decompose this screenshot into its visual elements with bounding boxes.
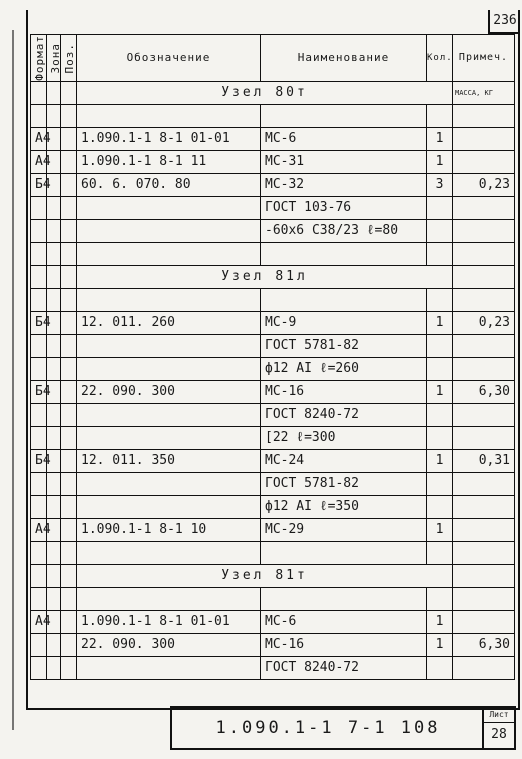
qty-cell xyxy=(427,196,453,219)
binding-margin-line xyxy=(12,30,14,730)
zone-cell xyxy=(47,656,61,679)
position-cell xyxy=(61,104,77,127)
name-cell: МС-6 xyxy=(261,127,427,150)
designation-cell: 1.090.1-1 8-1 11 xyxy=(77,150,261,173)
zone-cell xyxy=(47,357,61,380)
section-note xyxy=(453,564,515,587)
note-cell xyxy=(453,541,515,564)
position-cell xyxy=(61,357,77,380)
designation-cell xyxy=(77,196,261,219)
format-cell: Б4 xyxy=(31,311,47,334)
table-row xyxy=(31,219,515,242)
name-cell: МС-32 xyxy=(261,173,427,196)
position-cell xyxy=(61,196,77,219)
section-note: МАССА, КГ xyxy=(453,81,515,104)
header-row xyxy=(31,35,515,82)
format-cell: Б4 xyxy=(31,380,47,403)
qty-cell: 1 xyxy=(427,610,453,633)
position-cell xyxy=(61,472,77,495)
designation-cell: 22. 090. 300 xyxy=(77,633,261,656)
note-cell xyxy=(453,472,515,495)
qty-cell: 1 xyxy=(427,380,453,403)
format-cell xyxy=(31,426,47,449)
designation-cell: 1.090.1-1 8-1 01-01 xyxy=(77,610,261,633)
qty-cell xyxy=(427,541,453,564)
designation-cell xyxy=(77,495,261,518)
position-cell xyxy=(61,541,77,564)
name-cell: МС-24 xyxy=(261,449,427,472)
note-cell xyxy=(453,495,515,518)
zone-cell xyxy=(47,219,61,242)
zone-cell xyxy=(47,288,61,311)
empty-cell xyxy=(31,265,47,288)
name-cell: -60х6 С38/23 ℓ=80 xyxy=(261,219,427,242)
name-cell: ГОСТ 8240-72 xyxy=(261,403,427,426)
note-cell xyxy=(453,334,515,357)
format-cell: А4 xyxy=(31,150,47,173)
section-title: Узел 80т xyxy=(77,81,453,104)
qty-cell xyxy=(427,242,453,265)
position-cell xyxy=(61,656,77,679)
zone-cell xyxy=(47,541,61,564)
title-block xyxy=(170,706,516,750)
section-row xyxy=(31,81,515,104)
designation-cell xyxy=(77,104,261,127)
document-code: 1.090.1-1 7-1 108 xyxy=(215,718,441,738)
zone-cell xyxy=(47,334,61,357)
note-cell xyxy=(453,242,515,265)
zone-cell xyxy=(47,426,61,449)
table-row xyxy=(31,426,515,449)
position-cell xyxy=(61,449,77,472)
position-cell xyxy=(61,334,77,357)
qty-cell xyxy=(427,288,453,311)
table-row xyxy=(31,173,515,196)
qty-cell: 3 xyxy=(427,173,453,196)
table-row xyxy=(31,104,515,127)
note-cell xyxy=(453,219,515,242)
section-title: Узел 81т xyxy=(77,564,453,587)
col-name-header: Наименование xyxy=(261,35,427,82)
name-cell xyxy=(261,104,427,127)
format-cell xyxy=(31,288,47,311)
section-row xyxy=(31,265,515,288)
position-cell xyxy=(61,380,77,403)
zone-cell xyxy=(47,587,61,610)
note-cell: 0,31 xyxy=(453,449,515,472)
position-cell xyxy=(61,311,77,334)
name-cell: ф12 АI ℓ=350 xyxy=(261,495,427,518)
note-cell: 0,23 xyxy=(453,173,515,196)
sheet-number: 28 xyxy=(491,727,507,742)
note-cell xyxy=(453,150,515,173)
section-row xyxy=(31,564,515,587)
name-cell: МС-29 xyxy=(261,518,427,541)
table-row xyxy=(31,196,515,219)
note-cell xyxy=(453,288,515,311)
designation-cell xyxy=(77,472,261,495)
designation-cell: 12. 011. 350 xyxy=(77,449,261,472)
table-row xyxy=(31,495,515,518)
zone-cell xyxy=(47,472,61,495)
empty-cell xyxy=(61,564,77,587)
table-row xyxy=(31,380,515,403)
empty-cell xyxy=(61,81,77,104)
note-cell xyxy=(453,127,515,150)
note-cell xyxy=(453,357,515,380)
page-number: 236 xyxy=(488,10,520,34)
name-cell: МС-9 xyxy=(261,311,427,334)
position-cell xyxy=(61,127,77,150)
note-cell xyxy=(453,104,515,127)
format-cell xyxy=(31,472,47,495)
designation-cell: 12. 011. 260 xyxy=(77,311,261,334)
col-designation-header: Обозначение xyxy=(77,35,261,82)
name-cell xyxy=(261,288,427,311)
note-cell xyxy=(453,610,515,633)
format-cell xyxy=(31,633,47,656)
name-cell: МС-16 xyxy=(261,380,427,403)
position-cell xyxy=(61,173,77,196)
name-cell: ГОСТ 5781-82 xyxy=(261,334,427,357)
zone-cell xyxy=(47,633,61,656)
empty-cell xyxy=(31,81,47,104)
format-cell xyxy=(31,242,47,265)
position-cell xyxy=(61,518,77,541)
specification-table xyxy=(30,34,515,680)
table-row xyxy=(31,610,515,633)
table-row xyxy=(31,357,515,380)
format-cell xyxy=(31,495,47,518)
designation-cell xyxy=(77,656,261,679)
table-row xyxy=(31,633,515,656)
table-row xyxy=(31,472,515,495)
designation-cell xyxy=(77,288,261,311)
format-cell xyxy=(31,587,47,610)
zone-cell xyxy=(47,403,61,426)
col-zone-header: Зона xyxy=(47,35,61,82)
name-cell: [22 ℓ=300 xyxy=(261,426,427,449)
note-cell xyxy=(453,403,515,426)
col-qty-header: Кол. xyxy=(427,35,453,82)
designation-cell: 1.090.1-1 8-1 10 xyxy=(77,518,261,541)
qty-cell xyxy=(427,656,453,679)
position-cell xyxy=(61,150,77,173)
qty-cell: 1 xyxy=(427,150,453,173)
position-cell xyxy=(61,242,77,265)
designation-cell xyxy=(77,219,261,242)
table-row xyxy=(31,541,515,564)
name-cell: МС-31 xyxy=(261,150,427,173)
name-cell xyxy=(261,587,427,610)
table-row xyxy=(31,150,515,173)
name-cell: ф12 АI ℓ=260 xyxy=(261,357,427,380)
position-cell xyxy=(61,633,77,656)
qty-cell: 1 xyxy=(427,518,453,541)
name-cell: ГОСТ 8240-72 xyxy=(261,656,427,679)
table-row xyxy=(31,449,515,472)
zone-cell xyxy=(47,104,61,127)
format-cell: Б4 xyxy=(31,449,47,472)
qty-cell xyxy=(427,357,453,380)
position-cell xyxy=(61,426,77,449)
name-cell xyxy=(261,541,427,564)
position-cell xyxy=(61,587,77,610)
table-row xyxy=(31,127,515,150)
table-row xyxy=(31,518,515,541)
empty-cell xyxy=(31,564,47,587)
designation-cell xyxy=(77,334,261,357)
empty-cell xyxy=(47,81,61,104)
zone-cell xyxy=(47,196,61,219)
format-cell xyxy=(31,104,47,127)
name-cell: ГОСТ 5781-82 xyxy=(261,472,427,495)
designation-cell xyxy=(77,242,261,265)
table-row xyxy=(31,334,515,357)
name-cell: МС-16 xyxy=(261,633,427,656)
position-cell xyxy=(61,288,77,311)
position-cell xyxy=(61,495,77,518)
note-cell: 6,30 xyxy=(453,633,515,656)
table-row xyxy=(31,587,515,610)
format-cell: Б4 xyxy=(31,173,47,196)
designation-cell xyxy=(77,357,261,380)
format-cell: А4 xyxy=(31,127,47,150)
format-cell xyxy=(31,219,47,242)
table-row xyxy=(31,288,515,311)
zone-cell xyxy=(47,242,61,265)
format-cell xyxy=(31,656,47,679)
position-cell xyxy=(61,403,77,426)
qty-cell xyxy=(427,587,453,610)
zone-cell xyxy=(47,495,61,518)
sheet-label: Лист xyxy=(484,708,514,723)
position-cell xyxy=(61,610,77,633)
qty-cell xyxy=(427,104,453,127)
section-title: Узел 81л xyxy=(77,265,453,288)
note-cell xyxy=(453,656,515,679)
qty-cell xyxy=(427,426,453,449)
designation-cell xyxy=(77,426,261,449)
qty-cell: 1 xyxy=(427,127,453,150)
empty-cell xyxy=(61,265,77,288)
qty-cell xyxy=(427,219,453,242)
designation-cell: 1.090.1-1 8-1 01-01 xyxy=(77,127,261,150)
table-row xyxy=(31,656,515,679)
name-cell: ГОСТ 103-76 xyxy=(261,196,427,219)
empty-cell xyxy=(47,265,61,288)
table-row xyxy=(31,403,515,426)
col-note-header: Примеч. xyxy=(453,35,515,82)
format-cell xyxy=(31,334,47,357)
designation-cell xyxy=(77,403,261,426)
name-cell: МС-6 xyxy=(261,610,427,633)
qty-cell xyxy=(427,403,453,426)
qty-cell: 1 xyxy=(427,311,453,334)
qty-cell: 1 xyxy=(427,633,453,656)
format-cell xyxy=(31,196,47,219)
format-cell: А4 xyxy=(31,518,47,541)
col-format-header: Формат xyxy=(31,35,47,82)
format-cell xyxy=(31,357,47,380)
col-position-header: Поз. xyxy=(61,35,77,82)
designation-cell xyxy=(77,541,261,564)
format-cell xyxy=(31,541,47,564)
sheet-box xyxy=(482,708,514,748)
table-row xyxy=(31,311,515,334)
designation-cell: 60. 6. 070. 80 xyxy=(77,173,261,196)
empty-cell xyxy=(47,564,61,587)
qty-cell xyxy=(427,495,453,518)
qty-cell xyxy=(427,472,453,495)
designation-cell xyxy=(77,587,261,610)
format-cell xyxy=(31,403,47,426)
qty-cell: 1 xyxy=(427,449,453,472)
section-note xyxy=(453,265,515,288)
note-cell: 6,30 xyxy=(453,380,515,403)
note-cell xyxy=(453,587,515,610)
note-cell xyxy=(453,518,515,541)
note-cell xyxy=(453,196,515,219)
position-cell xyxy=(61,219,77,242)
name-cell xyxy=(261,242,427,265)
designation-cell: 22. 090. 300 xyxy=(77,380,261,403)
note-cell xyxy=(453,426,515,449)
format-cell: А4 xyxy=(31,610,47,633)
table-row xyxy=(31,242,515,265)
qty-cell xyxy=(427,334,453,357)
note-cell: 0,23 xyxy=(453,311,515,334)
